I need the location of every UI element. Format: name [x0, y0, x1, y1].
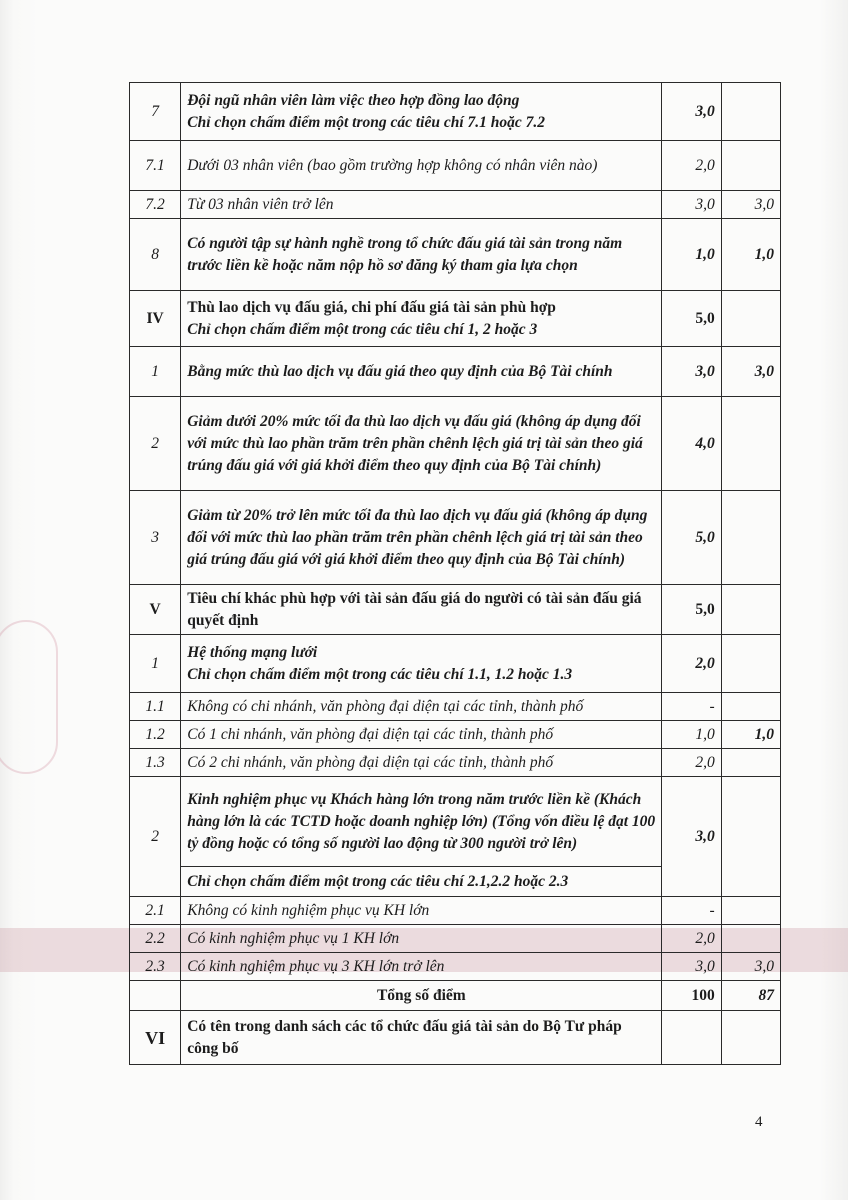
total-awarded-score: 87	[721, 981, 780, 1011]
table-row	[130, 141, 781, 191]
max-score: 3,0	[662, 347, 721, 397]
awarded-score	[721, 635, 780, 693]
row-number: 2	[130, 397, 181, 491]
criterion-text: Có kinh nghiệm phục vụ 3 KH lớn trở lên	[181, 953, 662, 981]
awarded-score	[721, 1011, 780, 1065]
awarded-score	[721, 777, 780, 897]
criterion-text: Có người tập sự hành nghề trong tổ chức đấu giá tài sản trong năm trước liền kề hoặc năm nộp hồ sơ đăng ký tham gia lựa chọn	[181, 219, 662, 291]
section-title: Tiêu chí khác phù hợp với tài sản đấu giá do người có tài sản đấu giá quyết định	[181, 585, 662, 635]
awarded-score	[721, 897, 780, 925]
criterion-text: Có 1 chi nhánh, văn phòng đại diện tại các tỉnh, thành phố	[181, 721, 662, 749]
max-score: 1,0	[662, 721, 721, 749]
table-row	[130, 191, 781, 219]
criterion-text: Giảm từ 20% trở lên mức tối đa thù lao dịch vụ đấu giá (không áp dụng đối với mức thù lao phần trăm trên phần chênh lệch giá trị tài sản theo giá trúng đấu giá với giá khởi điểm theo quy định của Bộ Tài chính)	[181, 491, 662, 585]
row-number: 7	[130, 83, 181, 141]
awarded-score	[721, 491, 780, 585]
awarded-score	[721, 749, 780, 777]
max-score: 3,0	[662, 83, 721, 141]
table-row	[130, 777, 781, 867]
table-row	[130, 721, 781, 749]
table-row	[130, 925, 781, 953]
section-number: V	[130, 585, 181, 635]
criterion-line: Đội ngũ nhân viên làm việc theo hợp đồng lao động	[187, 91, 520, 109]
criterion-text: Không có chi nhánh, văn phòng đại diện tại các tỉnh, thành phố	[181, 693, 662, 721]
awarded-score	[721, 83, 780, 141]
awarded-score	[721, 925, 780, 953]
row-number: 8	[130, 219, 181, 291]
total-max-score: 100	[662, 981, 721, 1011]
max-score: -	[662, 693, 721, 721]
criterion-instruction: Chỉ chọn chấm điểm một trong các tiêu chí 1.1, 1.2 hoặc 1.3	[187, 665, 573, 683]
awarded-score	[721, 141, 780, 191]
row-number: 2.2	[130, 925, 181, 953]
max-score: 4,0	[662, 397, 721, 491]
criterion-instruction: Chỉ chọn chấm điểm một trong các tiêu chí 7.1 hoặc 7.2	[187, 113, 546, 131]
max-score: -	[662, 897, 721, 925]
awarded-score: 3,0	[721, 191, 780, 219]
max-score: 2,0	[662, 925, 721, 953]
row-number: 1.3	[130, 749, 181, 777]
criterion-text: Từ 03 nhân viên trở lên	[181, 191, 662, 219]
section-number: VI	[130, 1011, 181, 1065]
table-row	[130, 397, 781, 491]
row-number: 2	[130, 777, 181, 897]
table-row	[130, 693, 781, 721]
table-row	[130, 491, 781, 585]
table-row	[130, 953, 781, 981]
section-number: IV	[130, 291, 181, 347]
row-number: 2.1	[130, 897, 181, 925]
table-row	[130, 897, 781, 925]
total-row	[130, 981, 781, 1011]
max-score: 2,0	[662, 749, 721, 777]
max-score: 3,0	[662, 191, 721, 219]
row-number	[130, 981, 181, 1011]
row-number: 7.2	[130, 191, 181, 219]
max-score	[662, 1011, 721, 1065]
criterion-text	[181, 635, 662, 693]
table-row	[130, 83, 781, 141]
row-number: 2.3	[130, 953, 181, 981]
row-number: 1.1	[130, 693, 181, 721]
awarded-score: 3,0	[721, 347, 780, 397]
max-score: 5,0	[662, 291, 721, 347]
section-title: Có tên trong danh sách các tổ chức đấu giá tài sản do Bộ Tư pháp công bố	[181, 1011, 662, 1065]
table-row	[130, 291, 781, 347]
criterion-instruction: Chỉ chọn chấm điểm một trong các tiêu chí 2.1,2.2 hoặc 2.3	[181, 867, 662, 897]
table-row	[130, 635, 781, 693]
awarded-score	[721, 693, 780, 721]
table-row	[130, 347, 781, 397]
row-number: 1.2	[130, 721, 181, 749]
max-score: 2,0	[662, 635, 721, 693]
awarded-score	[721, 291, 780, 347]
criterion-text: Bằng mức thù lao dịch vụ đấu giá theo quy định của Bộ Tài chính	[181, 347, 662, 397]
awarded-score: 3,0	[721, 953, 780, 981]
table-row	[130, 1011, 781, 1065]
awarded-score: 1,0	[721, 721, 780, 749]
table-row	[130, 219, 781, 291]
max-score: 1,0	[662, 219, 721, 291]
criterion-instruction: Chỉ chọn chấm điểm một trong các tiêu chí 1, 2 hoặc 3	[187, 320, 538, 338]
stamp-mark	[0, 620, 58, 774]
criterion-text: Không có kinh nghiệm phục vụ KH lớn	[181, 897, 662, 925]
criterion-text: Dưới 03 nhân viên (bao gồm trường hợp không có nhân viên nào)	[181, 141, 662, 191]
criterion-text: Có kinh nghiệm phục vụ 1 KH lớn	[181, 925, 662, 953]
page-number: 4	[755, 1114, 763, 1130]
max-score: 5,0	[662, 491, 721, 585]
row-number: 3	[130, 491, 181, 585]
criterion-text: Giảm dưới 20% mức tối đa thù lao dịch vụ đấu giá (không áp dụng đối với mức thù lao phần trăm trên phần chênh lệch giá trị tài sản theo giá trúng đấu giá với giá khởi điểm theo quy định của Bộ Tài chính)	[181, 397, 662, 491]
section-title	[181, 291, 662, 347]
max-score: 3,0	[662, 953, 721, 981]
criterion-text	[181, 83, 662, 141]
criterion-text: Có 2 chi nhánh, văn phòng đại diện tại các tỉnh, thành phố	[181, 749, 662, 777]
table-row	[130, 749, 781, 777]
max-score: 3,0	[662, 777, 721, 897]
total-label: Tổng số điểm	[181, 981, 662, 1011]
criterion-line: Thù lao dịch vụ đấu giá, chi phí đấu giá tài sản phù hợp	[187, 298, 556, 316]
max-score: 5,0	[662, 585, 721, 635]
criterion-text: Kinh nghiệm phục vụ Khách hàng lớn trong năm trước liền kề (Khách hàng lớn là các TCTD hoặc doanh nghiệp lớn) (Tổng vốn điều lệ đạt 100 tỷ đồng hoặc có tổng số người lao động từ 300 người trở lên)	[181, 777, 662, 867]
table-row	[130, 585, 781, 635]
criterion-line: Hệ thống mạng lưới	[187, 643, 318, 661]
awarded-score	[721, 585, 780, 635]
awarded-score: 1,0	[721, 219, 780, 291]
row-number: 1	[130, 347, 181, 397]
awarded-score	[721, 397, 780, 491]
row-number: 1	[130, 635, 181, 693]
scoring-table	[129, 82, 781, 1065]
row-number: 7.1	[130, 141, 181, 191]
max-score: 2,0	[662, 141, 721, 191]
